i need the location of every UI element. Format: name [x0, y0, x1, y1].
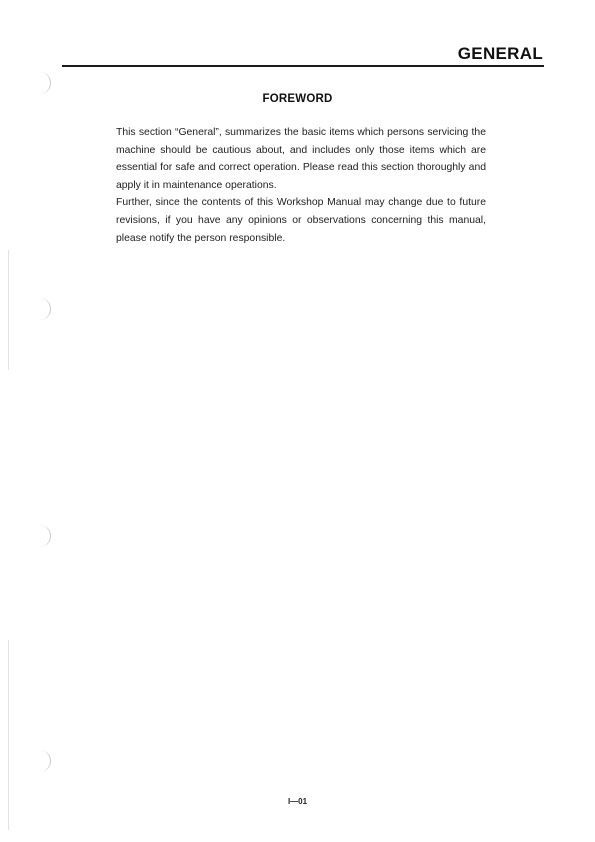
- binding-hole-mark: [38, 525, 51, 547]
- binding-hole-mark: [38, 298, 51, 320]
- body-text: [116, 124, 486, 247]
- paragraph-1: This section “General”, summarizes the basic items which persons servicing the machine should be cautious about, and includes only those items which are essential for safe and correct operation. Please read this section thoroughly and apply it in maintenance operations.: [116, 127, 486, 191]
- binding-hole-mark: [38, 72, 51, 94]
- page-number: I—01: [287, 797, 308, 806]
- binding-hole-mark: [38, 750, 51, 772]
- header-rule: [62, 65, 544, 67]
- scan-edge-line: [8, 250, 9, 370]
- section-title: GENERAL: [457, 44, 543, 63]
- scan-edge-line: [8, 640, 9, 830]
- page-heading: FOREWORD: [262, 93, 333, 105]
- paragraph-2: Further, since the contents of this Workshop Manual may change due to future revisions, if you have any opinions or observations concerning this manual, please notify the person responsible.: [116, 197, 486, 244]
